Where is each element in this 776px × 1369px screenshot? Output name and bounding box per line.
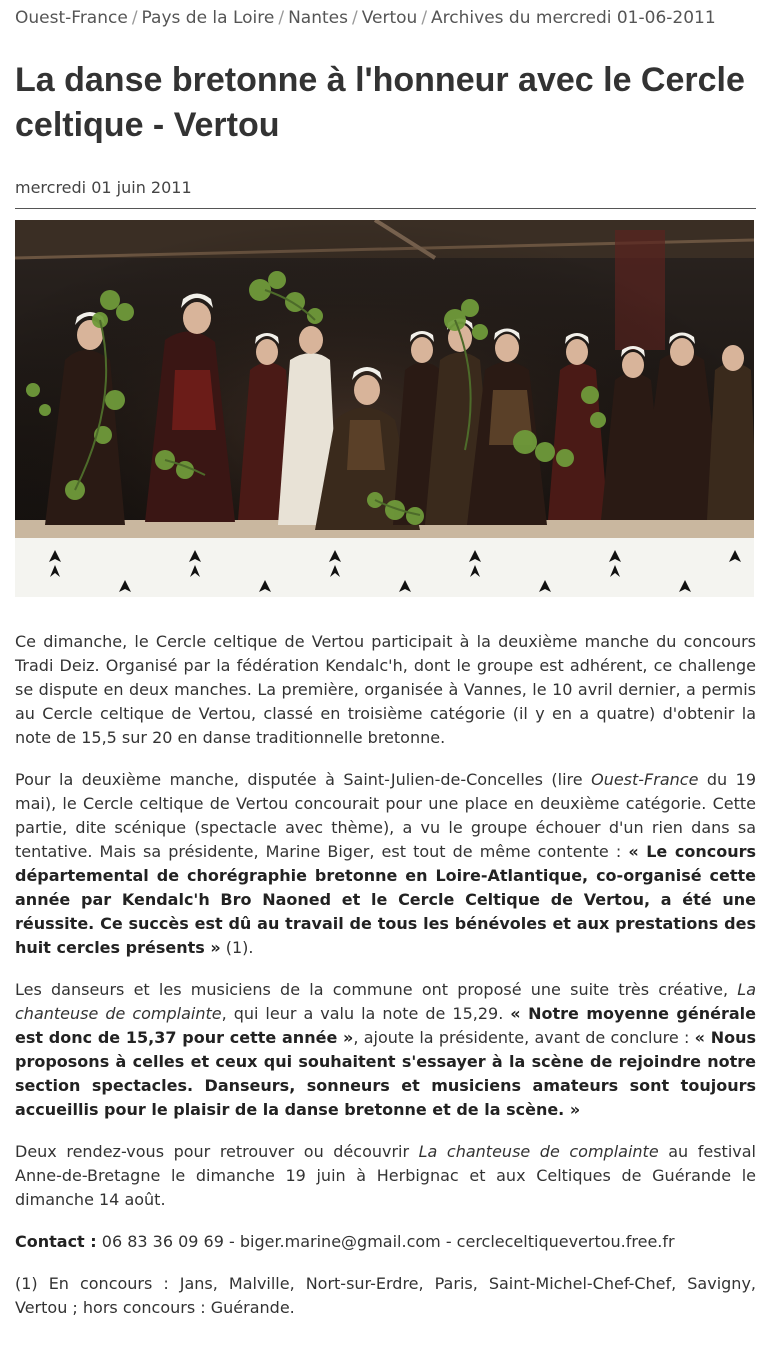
paragraph-2-text-c: (1). xyxy=(220,938,254,957)
breadcrumb-ouest-france[interactable]: Ouest-France xyxy=(15,8,128,28)
paragraph-3-text-a: Les danseurs et les musiciens de la commune ont proposé une suite très créative, xyxy=(15,980,738,999)
divider xyxy=(15,208,756,209)
breadcrumb-separator: / xyxy=(278,8,285,28)
article-photo xyxy=(15,220,754,597)
photo-icon xyxy=(15,220,754,597)
paragraph-4 xyxy=(15,1140,756,1212)
paragraph-2-text-b: du 19 mai), le Cercle celtique de Vertou concourait pour une place en deuxième catégorie. Cette partie, dite scénique (spectacle avec thème), a vu le groupe échouer d'un rien dans sa tentative. Mais sa présidente, Marine Biger, est tout de même contente : xyxy=(15,770,757,861)
breadcrumb xyxy=(15,8,716,28)
paragraph-3-text-b: , qui leur a valu la note de 15,29. xyxy=(221,1004,511,1023)
paragraph-3-quote-2: « Nous proposons à celles et ceux qui souhaitent s'essayer à la scène de rejoindre notre section spectacles. Danseurs, sonneurs et musiciens amateurs sont toujours accueillis pour le plaisir de la danse bretonne et de la scène. » xyxy=(15,1028,757,1119)
footnote: (1) En concours : Jans, Malville, Nort-sur-Erdre, Paris, Saint-Michel-Chef-Chef, Savigny, Vertou ; hors concours : Guérande. xyxy=(15,1274,756,1317)
article-title: La danse bretonne à l'honneur avec le Cercle celtique - Vertou xyxy=(15,61,745,144)
paragraph-2-text-a: Pour la deuxième manche, disputée à Saint-Julien-de-Concelles (lire xyxy=(15,770,592,789)
paragraph-4-italic: La chanteuse de complainte xyxy=(418,1142,659,1161)
contact-value: 06 83 36 09 69 - biger.marine@gmail.com - cercleceltiquevertou.free.fr xyxy=(96,1232,675,1251)
paragraph-2-quote: « Le concours départemental de chorégraphie bretonne en Loire-Atlantique, co-organisé cette année par Kendalc'h Bro Naoned et le Cercle Celtique de Vertou, a été une réussite. Ce succès est dû au travail de tous les bénévoles et aux prestations des huit cercles présents » xyxy=(15,842,756,957)
breadcrumb-archives[interactable]: Archives du mercredi 01-06-2011 xyxy=(431,8,716,28)
paragraph-4-text-b: au festival Anne-de-Bretagne le dimanche 19 juin à Herbignac et aux Celtiques de Guérande le dimanche 14 août. xyxy=(15,1142,756,1209)
breadcrumb-vertou[interactable]: Vertou xyxy=(361,8,418,28)
paragraph-3-italic: La chanteuse de complainte xyxy=(15,980,756,1023)
breadcrumb-separator: / xyxy=(351,8,358,28)
paragraph-3-text-c: , ajoute la présidente, avant de conclure : xyxy=(353,1028,695,1047)
breadcrumb-separator: / xyxy=(131,8,138,28)
contact-label: Contact : xyxy=(15,1232,97,1251)
breadcrumb-separator: / xyxy=(421,8,428,28)
paragraph-1: Ce dimanche, le Cercle celtique de Vertou participait à la deuxième manche du concours Tradi Deiz. Organisé par la fédération Kendalc'h, dont le groupe est adhérent, ce challenge se dispute en deux manches. La première, organisée à Vannes, le 10 avril dernier, a permis au Cercle celtique de Vertou, classé en troisième catégorie (il y en a quatre) d'obtenir la note de 15,5 sur 20 en danse traditionnelle bretonne. xyxy=(15,632,756,747)
breadcrumb-nantes[interactable]: Nantes xyxy=(288,8,348,28)
paragraph-3 xyxy=(15,978,756,1122)
article-date: mercredi 01 juin 2011 xyxy=(15,178,192,197)
paragraph-2 xyxy=(15,768,756,960)
breadcrumb-pays-de-la-loire[interactable]: Pays de la Loire xyxy=(141,8,275,28)
paragraph-3-quote-1: « Notre moyenne générale est donc de 15,37 pour cette année » xyxy=(15,1004,757,1047)
paragraph-2-italic: Ouest-France xyxy=(591,770,699,789)
paragraph-4-text-a: Deux rendez-vous pour retrouver ou découvrir xyxy=(15,1142,419,1161)
contact-line xyxy=(15,1230,756,1254)
article-body xyxy=(15,630,756,1338)
